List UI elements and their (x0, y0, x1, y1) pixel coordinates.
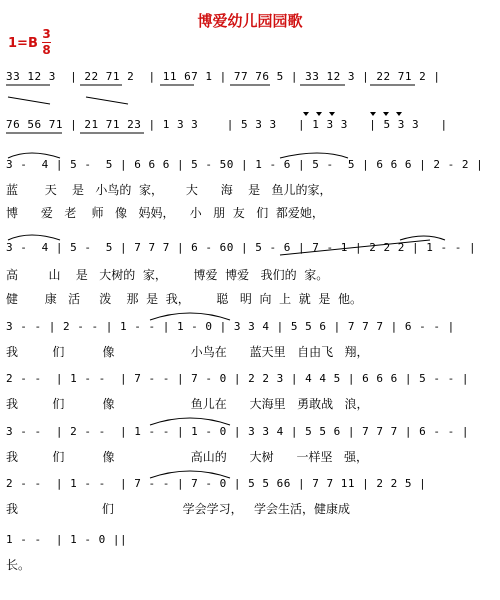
song-title: 博爱幼儿园园歌 (197, 12, 303, 30)
notation-line-5: 3 - - | 2 - - | 1 - - | 1 - 0 | 3 3 4 | 5 5 6 | 7 7 7 | 6 - - | (6, 320, 455, 333)
lyric-line-7: 我 们 像 高山的 大树 一样坚 强， (6, 450, 368, 464)
lyric-line-1: 蓝 天 是 小鸟的 家， 大 海 是 鱼儿的家， (6, 183, 332, 197)
notation-line-7: 3 - - | 2 - - | 1 - - | 1 - 0 | 3 3 4 | 5 5 6 | 7 7 7 | 6 - - | (6, 425, 469, 438)
accent-mark (316, 112, 322, 116)
notation-line-9: 1 - - | 1 - 0 || (6, 533, 128, 546)
notation-line-3: 3 - 4 | 5 - 5 | 6 6 6 | 5 - 50 | 1 - 6 | 5 - 5 | 6 6 6 | 2 - 2 | (6, 158, 484, 171)
slur (280, 153, 348, 158)
slur (8, 235, 60, 240)
notation-line-4: 3 - 4 | 5 - 5 | 7 7 7 | 6 - 60 | 5 - 6 | 7 - 1 | 2 2 2 | 1 - - | (6, 241, 477, 254)
slur (8, 97, 50, 104)
lyric-line-5: 我 们 像 小鸟在 蓝天里 自由飞 翔， (6, 345, 369, 359)
accent-mark (383, 112, 389, 116)
notation-line-6: 2 - - | 1 - - | 7 - - | 7 - 0 | 2 2 3 | 4 4 5 | 6 6 6 | 5 - - | (6, 372, 469, 385)
lyric-line-9: 长。 (6, 558, 31, 572)
notation-line-2: 76 56 71 | 21 71 23 | 1 3 3 | 5 3 3 | 1 3 3 | 5 3 3 | (6, 118, 448, 131)
slur (150, 471, 230, 478)
accent-mark (396, 112, 402, 116)
lyric-line-3: 高 山 是 大树的 家， 博爱 博爱 我们的 家。 (6, 268, 329, 282)
slur (280, 240, 430, 255)
accent-mark (370, 112, 376, 116)
lyric-line-8: 我 们 学会学习， 学会生活，健康成 (6, 502, 351, 516)
notation-line-8: 2 - - | 1 - - | 7 - - | 7 - 0 | 5 5 66 | 7 7 11 | 2 2 5 | (6, 477, 427, 490)
slur (150, 313, 230, 320)
lyric-line-4: 健 康 活 泼 那 是 我， 聪 明 向 上 就 是 他。 (6, 292, 363, 306)
notation-line-1: 33 12 3 | 22 71 2 | 11 67 1 | 77 76 5 | 33 12 3 | 22 71 2 | (6, 70, 441, 83)
accent-mark (329, 112, 335, 116)
slur (86, 97, 128, 104)
lyric-line-6: 我 们 像 鱼儿在 大海里 勇敢战 浪， (6, 397, 369, 411)
slur (400, 236, 445, 240)
lyric-line-2: 博 爱 老 师 像 妈妈， 小 朋 友 们 都爱她， (6, 206, 324, 220)
key-signature: 1=B (8, 36, 38, 51)
slur (150, 418, 230, 425)
time-signature-top: 3 (42, 27, 51, 41)
time-signature-bottom: 8 (42, 43, 51, 57)
slur (8, 153, 60, 158)
accent-mark (303, 112, 309, 116)
